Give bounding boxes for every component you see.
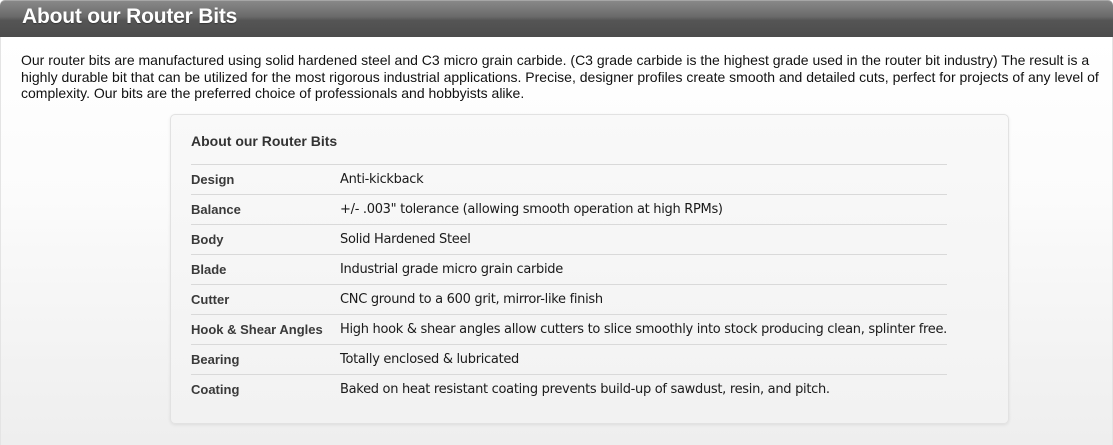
spec-value: CNC ground to a 600 grit, mirror-like finish: [340, 285, 947, 315]
specs-title: About our Router Bits: [191, 133, 338, 149]
spec-row-balance: [191, 195, 947, 225]
spec-row-hook-shear-angles: [191, 315, 947, 345]
spec-value: High hook & shear angles allow cutters to slice smoothly into stock producing clean, splinter free.: [340, 315, 947, 345]
spec-label: Design: [191, 165, 340, 195]
spec-row-body: [191, 225, 947, 255]
section-title: About our Router Bits: [22, 5, 238, 28]
spec-value: +/- .003" tolerance (allowing smooth operation at high RPMs): [340, 195, 947, 225]
spec-row-bearing: [191, 345, 947, 375]
section-header: [0, 0, 1113, 37]
spec-row-cutter: [191, 285, 947, 315]
intro-paragraph: Our router bits are manufactured using solid hardened steel and C3 micro grain carbide. (C3 grade carbide is the highest grade used in the router bit industry) The result is a highly durable bit that can be utilized for the most rigorous industrial applications. Precise, designer profiles create smooth and detailed cuts, perfect for projects of any level of complexity. Our bits are the preferred choice of professionals and hobbyists alike.: [21, 52, 1099, 101]
spec-label: Hook & Shear Angles: [191, 315, 340, 345]
spec-label: Cutter: [191, 285, 340, 315]
specs-box: [170, 114, 1009, 424]
specs-table: [191, 164, 947, 404]
spec-row-coating: [191, 375, 947, 405]
spec-label: Coating: [191, 375, 340, 405]
spec-row-design: [191, 165, 947, 195]
content-panel: [0, 37, 1113, 445]
spec-value: Baked on heat resistant coating prevents build-up of sawdust, resin, and pitch.: [340, 375, 947, 405]
spec-value: Solid Hardened Steel: [340, 225, 947, 255]
spec-label: Balance: [191, 195, 340, 225]
spec-row-blade: [191, 255, 947, 285]
spec-label: Body: [191, 225, 340, 255]
spec-value: Anti-kickback: [340, 165, 947, 195]
spec-value: Totally enclosed & lubricated: [340, 345, 947, 375]
spec-label: Bearing: [191, 345, 340, 375]
spec-value: Industrial grade micro grain carbide: [340, 255, 947, 285]
spec-label: Blade: [191, 255, 340, 285]
